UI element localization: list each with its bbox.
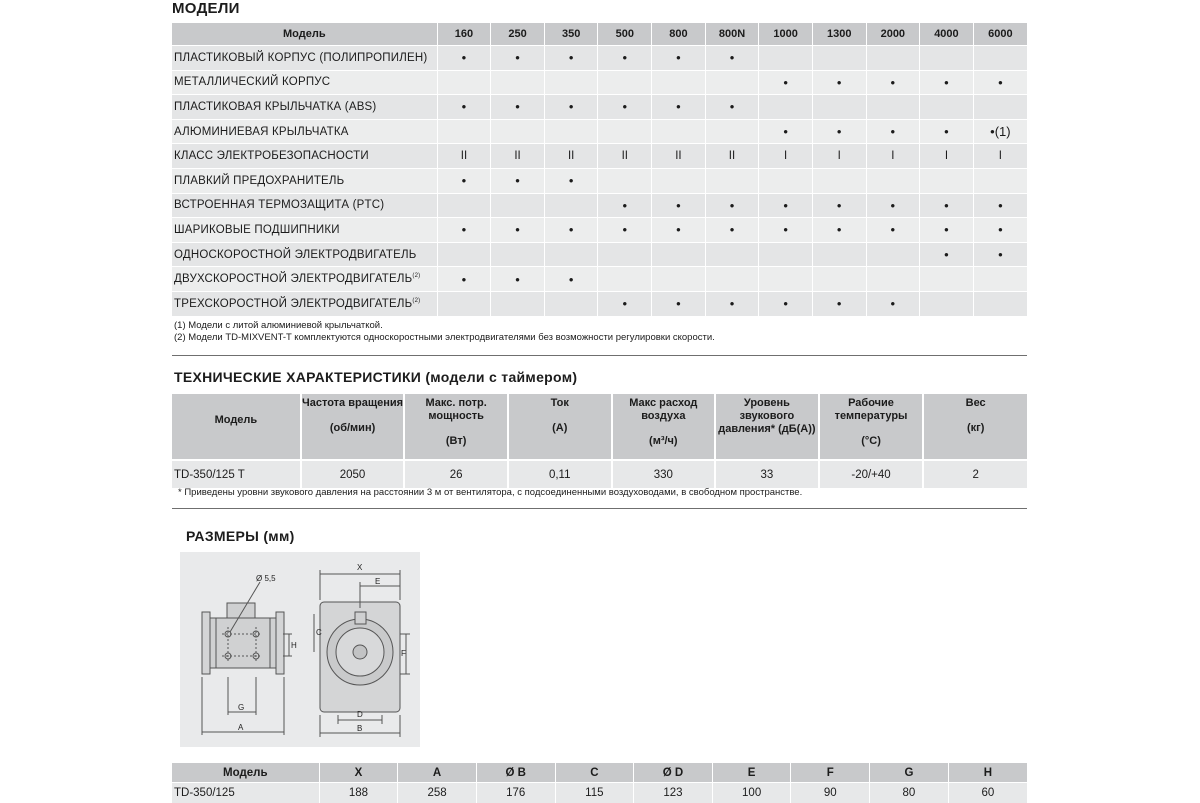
feature-cell	[652, 119, 706, 144]
feature-cell: •	[812, 218, 866, 243]
feature-cell: •	[705, 95, 759, 120]
label-h: H	[291, 641, 297, 650]
models-header-row	[172, 23, 1027, 46]
models-row	[172, 242, 1027, 267]
feature-cell: •	[652, 46, 706, 71]
feature-cell	[759, 168, 813, 193]
feature-cell	[705, 267, 759, 292]
models-row	[172, 70, 1027, 95]
feature-cell: •	[705, 193, 759, 218]
feature-cell	[544, 70, 598, 95]
tech-cell: 26	[404, 460, 508, 488]
feature-label	[172, 267, 437, 292]
feature-label	[172, 291, 437, 315]
dims-cell: 115	[555, 783, 634, 803]
dims-cell: TD-350/125	[172, 783, 319, 803]
model-column-header: 2000	[866, 23, 920, 46]
feature-cell	[759, 95, 813, 120]
tech-title: ТЕХНИЧЕСКИЕ ХАРАКТЕРИСТИКИ (модели с таймером)	[174, 369, 577, 385]
feature-label-text: МЕТАЛЛИЧЕСКИЙ КОРПУС	[174, 76, 330, 88]
tech-column-header	[923, 394, 1027, 460]
label-hole: Ø 5,5	[256, 574, 276, 583]
feature-label-text: ШАРИКОВЫЕ ПОДШИПНИКИ	[174, 224, 340, 236]
feature-cell	[973, 267, 1027, 292]
tech-column-header	[508, 394, 612, 460]
tech-header-unit: (м³/ч)	[613, 435, 715, 448]
tech-column-header	[301, 394, 405, 460]
tech-header-unit: (°С)	[820, 435, 923, 448]
models-table	[172, 23, 1027, 316]
feature-cell: II	[491, 144, 545, 169]
feature-cell: •	[491, 168, 545, 193]
tech-header-title: Уровень звукового давления* (дБ(А))	[716, 397, 818, 436]
feature-cell	[491, 242, 545, 267]
feature-cell	[652, 267, 706, 292]
tech-footnote: * Приведены уровни звукового давления на расстоянии 3 м от вентилятора, с подсоединенными воздуховодами, в свободном пространстве.	[178, 487, 802, 499]
tech-cell: 0,11	[508, 460, 612, 488]
model-column-header: 1000	[759, 23, 813, 46]
tech-header-title: Частота вращения	[302, 397, 404, 410]
feature-cell	[920, 267, 974, 292]
tech-cell: TD-350/125 T	[172, 460, 301, 488]
dims-cell: 188	[319, 783, 398, 803]
feature-cell: •	[491, 218, 545, 243]
feature-cell	[812, 242, 866, 267]
feature-cell: •	[705, 291, 759, 315]
tech-table	[172, 394, 1027, 488]
feature-cell: •	[544, 267, 598, 292]
models-row	[172, 267, 1027, 292]
feature-cell: •	[598, 193, 652, 218]
feature-cell: •	[759, 70, 813, 95]
feature-cell: •	[812, 291, 866, 315]
feature-cell: •	[544, 46, 598, 71]
feature-cell	[866, 95, 920, 120]
feature-cell	[544, 193, 598, 218]
feature-label-text: ДВУХСКОРОСТНОЙ ЭЛЕКТРОДВИГАТЕЛЬ	[174, 273, 412, 285]
tech-header-title: Ток	[509, 397, 611, 410]
tech-header-title: Рабочие температуры	[820, 397, 923, 423]
feature-cell: •	[759, 119, 813, 144]
dims-table	[172, 763, 1027, 803]
tech-header-unit: (об/мин)	[302, 422, 404, 435]
feature-cell: •	[437, 267, 491, 292]
models-row	[172, 168, 1027, 193]
feature-cell	[652, 70, 706, 95]
label-d: D	[357, 710, 363, 719]
feature-cell	[544, 242, 598, 267]
feature-cell	[491, 193, 545, 218]
feature-cell: •	[812, 193, 866, 218]
feature-label-note: (2)	[412, 273, 420, 279]
feature-label	[172, 70, 437, 95]
feature-cell	[973, 168, 1027, 193]
feature-cell: •	[973, 193, 1027, 218]
feature-cell: •	[920, 119, 974, 144]
feature-label-text: ПЛАСТИКОВЫЙ КОРПУС (ПОЛИПРОПИЛЕН)	[174, 52, 427, 64]
tech-header-title: Модель	[172, 414, 300, 427]
feature-cell: I	[812, 144, 866, 169]
feature-cell	[491, 291, 545, 315]
feature-cell: •	[759, 291, 813, 315]
dims-column-header: Ø B	[476, 763, 555, 783]
dims-cell: 100	[712, 783, 791, 803]
feature-cell: •	[598, 95, 652, 120]
divider	[172, 355, 1027, 356]
dims-cell: 258	[398, 783, 477, 803]
model-column-header: 4000	[920, 23, 974, 46]
tech-cell: 33	[715, 460, 819, 488]
feature-cell: •	[598, 46, 652, 71]
fan-drawing	[180, 552, 420, 747]
feature-cell	[920, 291, 974, 315]
models-footnote-2: (2) Модели TD-MIXVENT-T комплектуются односкоростными электродвигателями без возможности регулировки скорости.	[174, 332, 715, 344]
dims-column-header: C	[555, 763, 634, 783]
tech-data-row	[172, 460, 1027, 488]
feature-cell: •	[973, 70, 1027, 95]
feature-cell: •	[652, 218, 706, 243]
label-c: C	[316, 628, 322, 637]
dims-column-header: F	[791, 763, 870, 783]
feature-cell: •	[920, 193, 974, 218]
feature-cell	[812, 267, 866, 292]
feature-label	[172, 242, 437, 267]
feature-cell	[920, 168, 974, 193]
tech-cell: 2050	[301, 460, 405, 488]
feature-cell: •	[920, 218, 974, 243]
feature-cell	[491, 119, 545, 144]
feature-cell	[705, 168, 759, 193]
feature-cell: II	[437, 144, 491, 169]
dims-cell: 80	[870, 783, 949, 803]
feature-cell: •	[812, 119, 866, 144]
tech-cell: 330	[612, 460, 716, 488]
dims-column-header: Модель	[172, 763, 319, 783]
feature-cell	[973, 95, 1027, 120]
models-footnote-1: (1) Модели с литой алюминиевой крыльчаткой.	[174, 320, 383, 332]
models-row	[172, 46, 1027, 71]
feature-cell	[812, 168, 866, 193]
feature-cell: •	[759, 218, 813, 243]
feature-cell	[544, 291, 598, 315]
dims-column-header: G	[870, 763, 949, 783]
dims-column-header: A	[398, 763, 477, 783]
feature-cell	[437, 70, 491, 95]
models-row	[172, 95, 1027, 120]
feature-cell: •	[652, 291, 706, 315]
feature-cell	[812, 95, 866, 120]
label-g: G	[238, 703, 244, 712]
label-a: A	[238, 723, 244, 732]
tech-header-title: Макс расход воздуха	[613, 397, 715, 423]
tech-column-header	[172, 394, 301, 460]
feature-cell: •	[973, 242, 1027, 267]
dims-cell: 90	[791, 783, 870, 803]
tech-header-title: Вес	[924, 397, 1027, 410]
feature-cell: •	[705, 218, 759, 243]
tech-header-unit: (Вт)	[405, 435, 507, 448]
feature-cell: •	[491, 95, 545, 120]
dims-title: РАЗМЕРЫ (мм)	[186, 528, 295, 544]
feature-label-text: КЛАСС ЭЛЕКТРОБЕЗОПАСНОСТИ	[174, 150, 369, 162]
feature-cell	[920, 95, 974, 120]
model-column-header: 800	[652, 23, 706, 46]
models-row	[172, 291, 1027, 315]
models-row	[172, 218, 1027, 243]
tech-column-header	[715, 394, 819, 460]
feature-cell: II	[598, 144, 652, 169]
feature-cell: I	[866, 144, 920, 169]
feature-cell: •	[437, 168, 491, 193]
feature-label	[172, 218, 437, 243]
feature-cell	[812, 46, 866, 71]
feature-cell	[973, 46, 1027, 71]
feature-cell: •	[437, 46, 491, 71]
dims-cell: 60	[948, 783, 1027, 803]
feature-label	[172, 144, 437, 169]
tech-cell: -20/+40	[819, 460, 924, 488]
dims-column-header: E	[712, 763, 791, 783]
feature-cell	[598, 70, 652, 95]
feature-cell	[652, 242, 706, 267]
feature-cell	[544, 119, 598, 144]
feature-cell: II	[544, 144, 598, 169]
feature-cell	[705, 70, 759, 95]
feature-cell: II	[705, 144, 759, 169]
model-column-header: 160	[437, 23, 491, 46]
feature-label-text: ТРЕХСКОРОСТНОЙ ЭЛЕКТРОДВИГАТЕЛЬ	[174, 298, 412, 310]
feature-cell: I	[973, 144, 1027, 169]
feature-cell	[598, 242, 652, 267]
feature-cell: •	[652, 95, 706, 120]
feature-cell: •	[598, 291, 652, 315]
label-e: E	[375, 577, 380, 586]
feature-cell	[437, 119, 491, 144]
feature-cell: I	[759, 144, 813, 169]
feature-cell: •	[598, 218, 652, 243]
tech-header-unit: (А)	[509, 422, 611, 435]
feature-cell	[437, 291, 491, 315]
label-f: F	[401, 649, 406, 658]
tech-header-title: Макс. потр. мощность	[405, 397, 507, 423]
feature-label	[172, 119, 437, 144]
feature-cell	[491, 70, 545, 95]
feature-label-text: ПЛАСТИКОВАЯ КРЫЛЬЧАТКА (ABS)	[174, 101, 376, 113]
dims-column-header: Ø D	[634, 763, 713, 783]
feature-cell	[705, 242, 759, 267]
feature-cell	[759, 242, 813, 267]
feature-cell	[759, 267, 813, 292]
feature-cell	[866, 242, 920, 267]
feature-label-text: АЛЮМИНИЕВАЯ КРЫЛЬЧАТКА	[174, 126, 349, 138]
divider	[172, 508, 1027, 509]
feature-cell: •	[812, 70, 866, 95]
feature-cell: •	[437, 218, 491, 243]
feature-cell: •	[920, 70, 974, 95]
feature-cell	[973, 291, 1027, 315]
model-column-header: 350	[544, 23, 598, 46]
tech-header-unit: (кг)	[924, 422, 1027, 435]
dims-column-header: X	[319, 763, 398, 783]
feature-cell	[866, 168, 920, 193]
dims-header-row	[172, 763, 1027, 783]
tech-column-header	[819, 394, 924, 460]
model-column-header: 250	[491, 23, 545, 46]
feature-cell: •	[973, 218, 1027, 243]
feature-cell	[598, 168, 652, 193]
dims-column-header: H	[948, 763, 1027, 783]
feature-cell: •	[920, 242, 974, 267]
tech-cell: 2	[923, 460, 1027, 488]
feature-label-text: ВСТРОЕННАЯ ТЕРМОЗАЩИТА (PTC)	[174, 199, 384, 211]
feature-cell: •	[652, 193, 706, 218]
models-row	[172, 193, 1027, 218]
feature-cell: I	[920, 144, 974, 169]
model-column-header: 1300	[812, 23, 866, 46]
feature-cell	[598, 267, 652, 292]
feature-label-text: ОДНОСКОРОСТНОЙ ЭЛЕКТРОДВИГАТЕЛЬ	[174, 249, 416, 261]
feature-cell: •	[866, 119, 920, 144]
feature-cell: •	[544, 218, 598, 243]
feature-label	[172, 193, 437, 218]
feature-cell	[437, 193, 491, 218]
models-title: МОДЕЛИ	[172, 0, 240, 17]
feature-cell	[866, 267, 920, 292]
feature-cell	[920, 46, 974, 71]
feature-cell: •	[437, 95, 491, 120]
feature-cell: •	[866, 193, 920, 218]
feature-cell	[437, 242, 491, 267]
feature-label	[172, 168, 437, 193]
model-column-header: 6000	[973, 23, 1027, 46]
feature-label-text: ПЛАВКИЙ ПРЕДОХРАНИТЕЛЬ	[174, 175, 344, 187]
feature-label	[172, 95, 437, 120]
feature-cell	[705, 119, 759, 144]
model-column-header: 500	[598, 23, 652, 46]
models-row	[172, 144, 1027, 169]
models-header-label: Модель	[172, 23, 437, 46]
feature-cell	[866, 46, 920, 71]
feature-cell: •	[544, 168, 598, 193]
feature-cell: •	[759, 193, 813, 218]
tech-header-row	[172, 394, 1027, 460]
label-b: B	[357, 724, 362, 733]
feature-cell: •	[866, 70, 920, 95]
feature-cell: •	[866, 291, 920, 315]
tech-column-header	[612, 394, 716, 460]
tech-column-header	[404, 394, 508, 460]
model-column-header: 800N	[705, 23, 759, 46]
feature-cell: II	[652, 144, 706, 169]
dims-cell: 123	[634, 783, 713, 803]
feature-label	[172, 46, 437, 71]
label-x: X	[357, 563, 363, 572]
feature-cell: •	[491, 46, 545, 71]
feature-cell: •	[491, 267, 545, 292]
feature-cell: •(1)	[973, 119, 1027, 144]
feature-cell: •	[866, 218, 920, 243]
feature-cell: •	[705, 46, 759, 71]
feature-cell: •	[544, 95, 598, 120]
feature-cell	[598, 119, 652, 144]
feature-cell	[652, 168, 706, 193]
feature-label-note: (2)	[412, 298, 420, 304]
models-row	[172, 119, 1027, 144]
feature-cell	[759, 46, 813, 71]
dims-cell: 176	[476, 783, 555, 803]
dimension-drawing	[180, 552, 420, 747]
